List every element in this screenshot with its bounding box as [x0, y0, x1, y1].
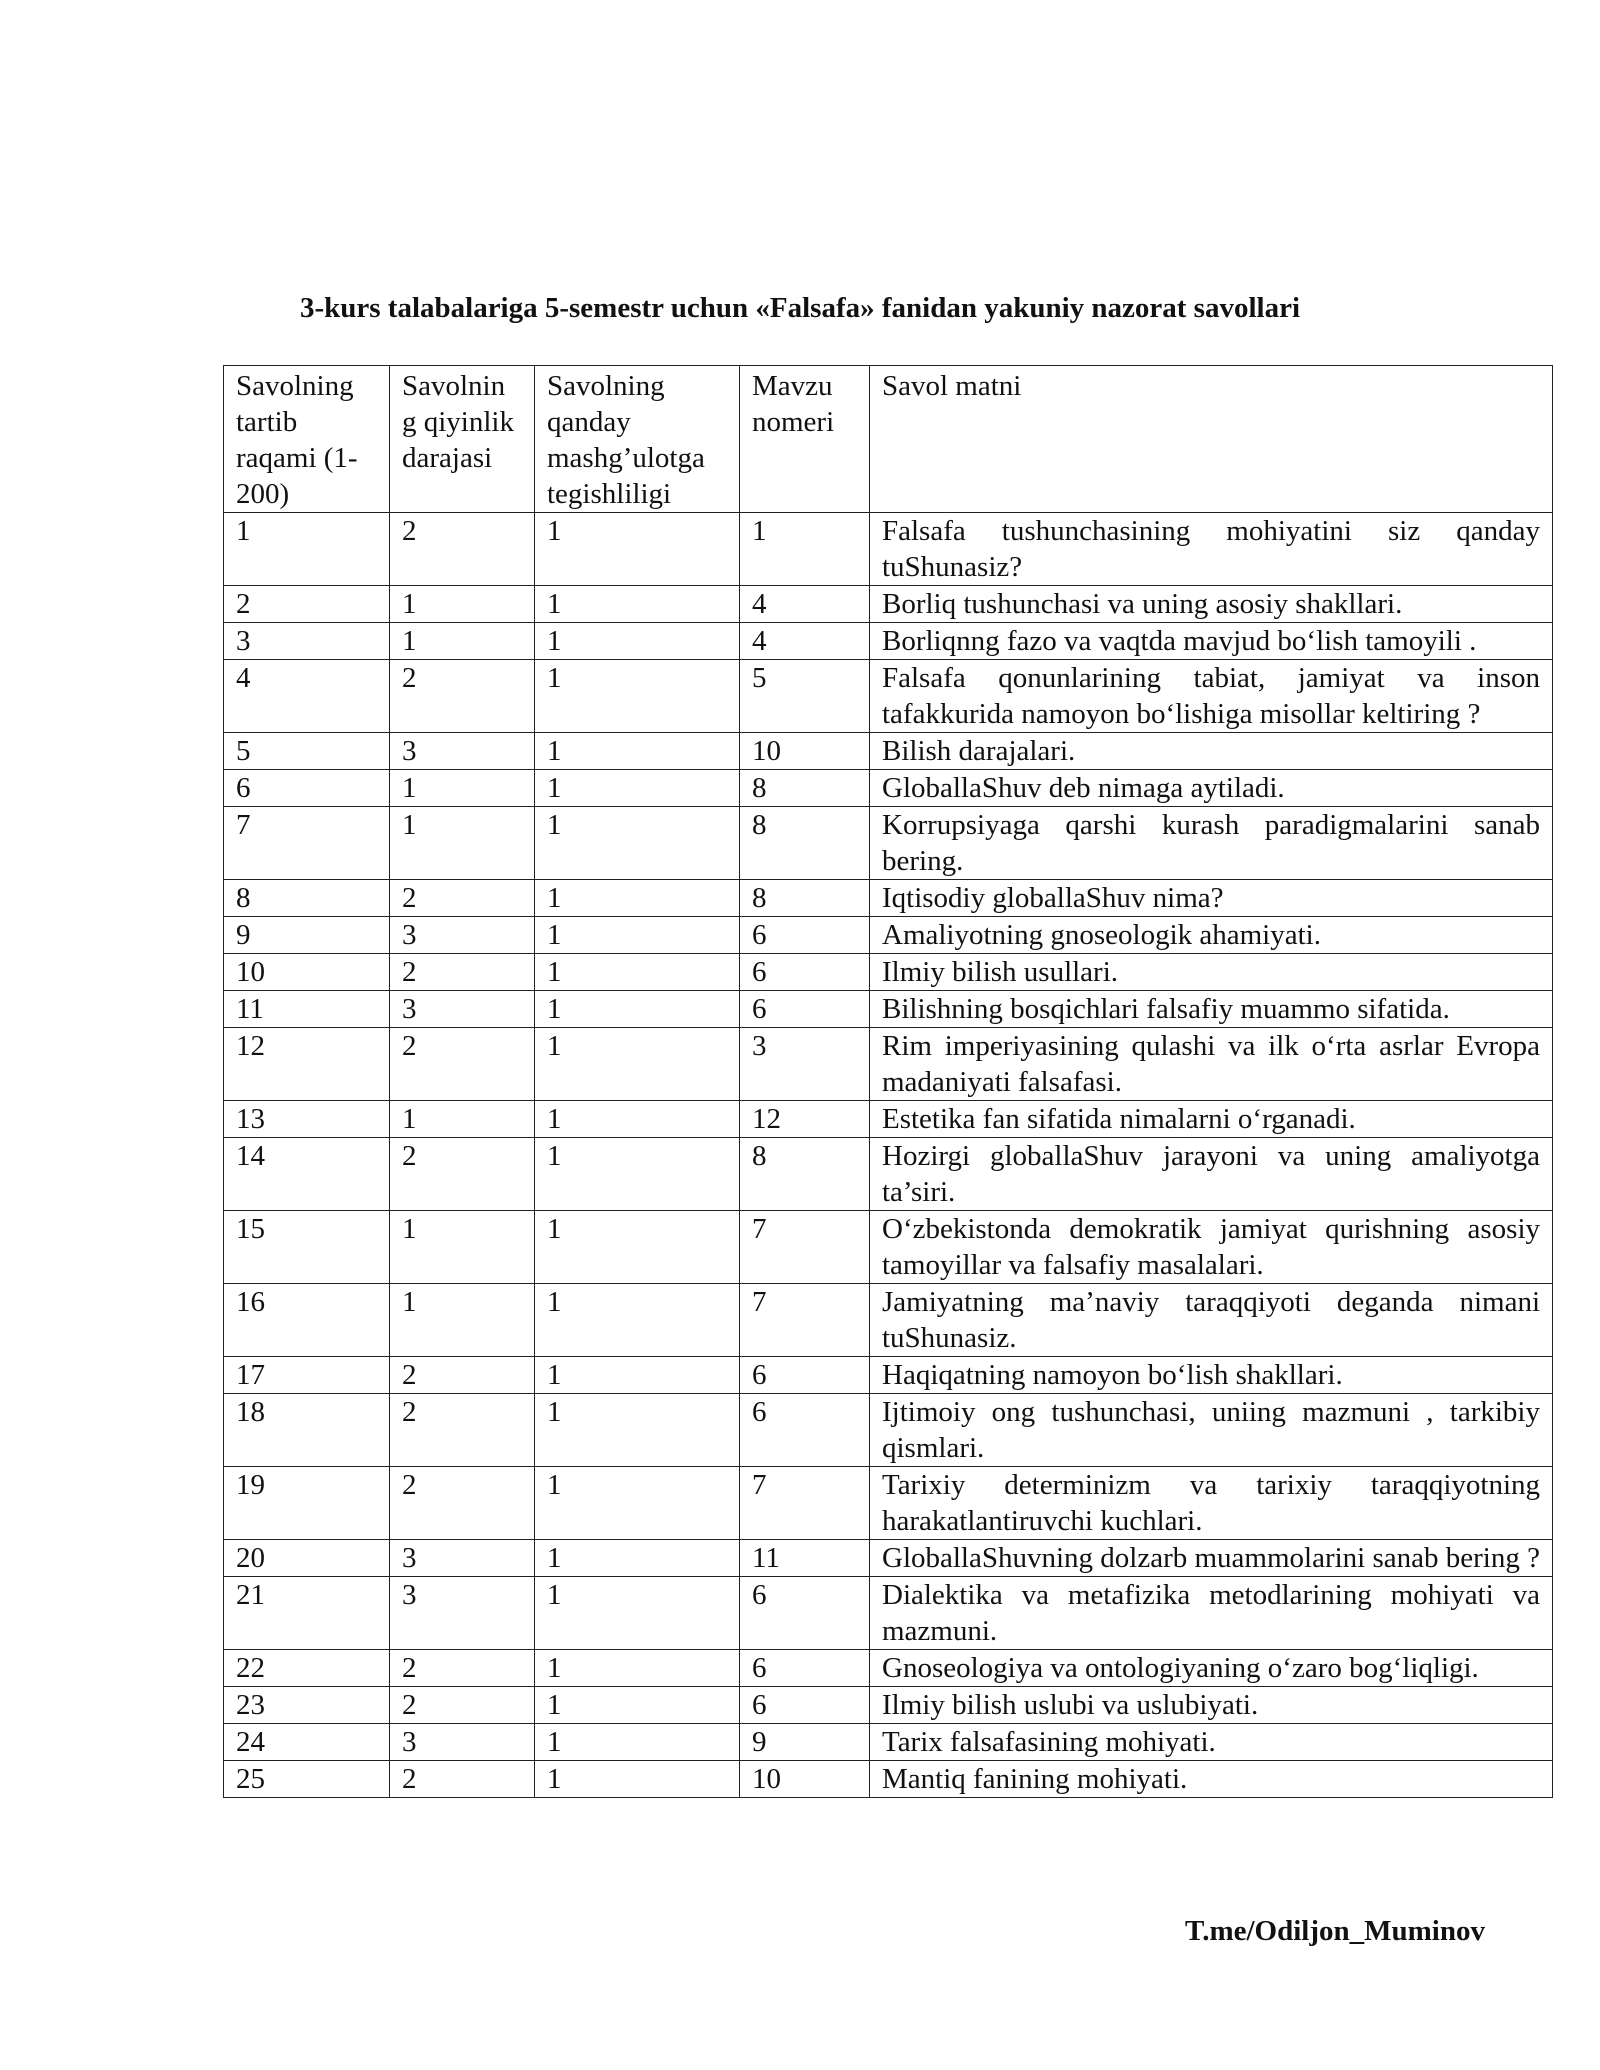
table-row: [224, 1687, 1553, 1724]
table-row: [224, 917, 1553, 954]
row-number-cell: 3: [224, 623, 390, 660]
table-row: [224, 880, 1553, 917]
session-type-cell: 1: [535, 733, 740, 770]
row-number-cell: 17: [224, 1357, 390, 1394]
session-type-cell: 1: [535, 954, 740, 991]
difficulty-cell: 3: [390, 991, 535, 1028]
difficulty-cell: 1: [390, 586, 535, 623]
table-row: [224, 991, 1553, 1028]
table-row: [224, 1650, 1553, 1687]
topic-number-cell: 6: [740, 1577, 870, 1650]
topic-number-cell: 6: [740, 1357, 870, 1394]
session-type-cell: 1: [535, 513, 740, 586]
row-number-cell: 25: [224, 1761, 390, 1798]
difficulty-cell: 2: [390, 1394, 535, 1467]
difficulty-cell: 2: [390, 1467, 535, 1540]
difficulty-cell: 2: [390, 1761, 535, 1798]
session-type-cell: 1: [535, 770, 740, 807]
topic-number-cell: 4: [740, 623, 870, 660]
session-type-cell: 1: [535, 1394, 740, 1467]
question-text-cell: Bilish darajalari.: [870, 733, 1553, 770]
topic-number-cell: 8: [740, 770, 870, 807]
question-text-cell: Borliqnng fazo va vaqtda mavjud bo‘lish tamoyili .: [870, 623, 1553, 660]
question-text-cell: Jamiyatning ma’naviy taraqqiyoti deganda nimani tuShunasiz.: [870, 1284, 1553, 1357]
difficulty-cell: 1: [390, 623, 535, 660]
session-type-cell: 1: [535, 1101, 740, 1138]
question-text-cell: Rim imperiyasining qulashi va ilk o‘rta asrlar Evropa madaniyati falsafasi.: [870, 1028, 1553, 1101]
difficulty-cell: 2: [390, 1138, 535, 1211]
session-type-cell: 1: [535, 1284, 740, 1357]
question-text-cell: Ilmiy bilish usullari.: [870, 954, 1553, 991]
difficulty-cell: 2: [390, 954, 535, 991]
difficulty-cell: 1: [390, 807, 535, 880]
session-type-cell: 1: [535, 991, 740, 1028]
table-row: [224, 1540, 1553, 1577]
difficulty-cell: 3: [390, 917, 535, 954]
table-row: [224, 1028, 1553, 1101]
question-text-cell: Dialektika va metafizika metodlarining mohiyati va mazmuni.: [870, 1577, 1553, 1650]
question-text-cell: Estetika fan sifatida nimalarni o‘rganadi.: [870, 1101, 1553, 1138]
question-text-cell: Korrupsiyaga qarshi kurash paradigmalarini sanab bering.: [870, 807, 1553, 880]
row-number-cell: 19: [224, 1467, 390, 1540]
row-number-cell: 13: [224, 1101, 390, 1138]
topic-number-cell: 4: [740, 586, 870, 623]
row-number-cell: 11: [224, 991, 390, 1028]
difficulty-cell: 3: [390, 733, 535, 770]
topic-number-cell: 9: [740, 1724, 870, 1761]
topic-number-cell: 8: [740, 807, 870, 880]
row-number-cell: 24: [224, 1724, 390, 1761]
difficulty-cell: 2: [390, 880, 535, 917]
session-type-cell: 1: [535, 917, 740, 954]
row-number-cell: 10: [224, 954, 390, 991]
header-difficulty: Savolnin g qiyinlik darajasi: [390, 366, 535, 513]
session-type-cell: 1: [535, 880, 740, 917]
difficulty-cell: 1: [390, 770, 535, 807]
topic-number-cell: 7: [740, 1284, 870, 1357]
question-text-cell: Iqtisodiy globallaShuv nima?: [870, 880, 1553, 917]
difficulty-cell: 1: [390, 1284, 535, 1357]
table-row: [224, 1357, 1553, 1394]
question-text-cell: Amaliyotning gnoseologik ahamiyati.: [870, 917, 1553, 954]
session-type-cell: 1: [535, 586, 740, 623]
topic-number-cell: 10: [740, 1761, 870, 1798]
row-number-cell: 1: [224, 513, 390, 586]
table-row: [224, 1467, 1553, 1540]
session-type-cell: 1: [535, 807, 740, 880]
topic-number-cell: 1: [740, 513, 870, 586]
topic-number-cell: 8: [740, 880, 870, 917]
session-type-cell: 1: [535, 623, 740, 660]
table-row: [224, 1138, 1553, 1211]
topic-number-cell: 6: [740, 1394, 870, 1467]
row-number-cell: 15: [224, 1211, 390, 1284]
header-order-number: Savolning tartib raqami (1-200): [224, 366, 390, 513]
table-row: [224, 733, 1553, 770]
row-number-cell: 4: [224, 660, 390, 733]
question-text-cell: Falsafa tushunchasining mohiyatini siz qanday tuShunasiz?: [870, 513, 1553, 586]
topic-number-cell: 5: [740, 660, 870, 733]
table-header-row: [224, 366, 1553, 513]
session-type-cell: 1: [535, 1138, 740, 1211]
row-number-cell: 6: [224, 770, 390, 807]
table-row: [224, 1211, 1553, 1284]
table-row: [224, 770, 1553, 807]
question-text-cell: Borliq tushunchasi va uning asosiy shakllari.: [870, 586, 1553, 623]
row-number-cell: 22: [224, 1650, 390, 1687]
question-text-cell: Haqiqatning namoyon bo‘lish shakllari.: [870, 1357, 1553, 1394]
difficulty-cell: 1: [390, 1101, 535, 1138]
difficulty-cell: 1: [390, 1211, 535, 1284]
header-question-text: Savol matni: [870, 366, 1553, 513]
row-number-cell: 16: [224, 1284, 390, 1357]
question-text-cell: Gnoseologiya va ontologiyaning o‘zaro bog‘liqligi.: [870, 1650, 1553, 1687]
table-body: [224, 513, 1553, 1798]
difficulty-cell: 3: [390, 1577, 535, 1650]
row-number-cell: 12: [224, 1028, 390, 1101]
session-type-cell: 1: [535, 1687, 740, 1724]
table-row: [224, 623, 1553, 660]
table-row: [224, 586, 1553, 623]
table-row: [224, 954, 1553, 991]
topic-number-cell: 6: [740, 1687, 870, 1724]
row-number-cell: 7: [224, 807, 390, 880]
difficulty-cell: 2: [390, 1650, 535, 1687]
session-type-cell: 1: [535, 1724, 740, 1761]
session-type-cell: 1: [535, 1761, 740, 1798]
topic-number-cell: 6: [740, 917, 870, 954]
document-title: 3-kurs talabalariga 5-semestr uchun «Falsafa» fanidan yakuniy nazorat savollari: [299, 292, 1301, 324]
table-row: [224, 1101, 1553, 1138]
table-row: [224, 1284, 1553, 1357]
topic-number-cell: 11: [740, 1540, 870, 1577]
difficulty-cell: 3: [390, 1724, 535, 1761]
row-number-cell: 18: [224, 1394, 390, 1467]
table-row: [224, 1724, 1553, 1761]
row-number-cell: 2: [224, 586, 390, 623]
difficulty-cell: 3: [390, 1540, 535, 1577]
table-row: [224, 660, 1553, 733]
table-row: [224, 807, 1553, 880]
question-text-cell: Ijtimoiy ong tushunchasi, uniing mazmuni , tarkibiy qismlari.: [870, 1394, 1553, 1467]
question-text-cell: Mantiq fanining mohiyati.: [870, 1761, 1553, 1798]
row-number-cell: 21: [224, 1577, 390, 1650]
topic-number-cell: 7: [740, 1467, 870, 1540]
row-number-cell: 8: [224, 880, 390, 917]
question-text-cell: GloballaShuv deb nimaga aytiladi.: [870, 770, 1553, 807]
row-number-cell: 23: [224, 1687, 390, 1724]
header-topic-number: Mavzu nomeri: [740, 366, 870, 513]
table-row: [224, 1394, 1553, 1467]
question-text-cell: Falsafa qonunlarining tabiat, jamiyat va inson tafakkurida namoyon bo‘lishiga misollar keltiring ?: [870, 660, 1553, 733]
difficulty-cell: 2: [390, 1028, 535, 1101]
session-type-cell: 1: [535, 1357, 740, 1394]
question-text-cell: GloballaShuvning dolzarb muammolarini sanab bering ?: [870, 1540, 1553, 1577]
topic-number-cell: 6: [740, 991, 870, 1028]
row-number-cell: 20: [224, 1540, 390, 1577]
row-number-cell: 14: [224, 1138, 390, 1211]
question-text-cell: Tarixiy determinizm va tarixiy taraqqiyotning harakatlantiruvchi kuchlari.: [870, 1467, 1553, 1540]
topic-number-cell: 12: [740, 1101, 870, 1138]
session-type-cell: 1: [535, 660, 740, 733]
topic-number-cell: 8: [740, 1138, 870, 1211]
table-row: [224, 1577, 1553, 1650]
row-number-cell: 9: [224, 917, 390, 954]
difficulty-cell: 2: [390, 660, 535, 733]
session-type-cell: 1: [535, 1028, 740, 1101]
table-row: [224, 1761, 1553, 1798]
topic-number-cell: 10: [740, 733, 870, 770]
topic-number-cell: 3: [740, 1028, 870, 1101]
questions-table: [223, 365, 1553, 1798]
difficulty-cell: 2: [390, 1687, 535, 1724]
topic-number-cell: 7: [740, 1211, 870, 1284]
question-text-cell: O‘zbekistonda demokratik jamiyat qurishning asosiy tamoyillar va falsafiy masalalari.: [870, 1211, 1553, 1284]
question-text-cell: Tarix falsafasining mohiyati.: [870, 1724, 1553, 1761]
session-type-cell: 1: [535, 1211, 740, 1284]
header-session-type: Savolning qanday mashg’ulotga tegishliligi: [535, 366, 740, 513]
table-row: [224, 513, 1553, 586]
session-type-cell: 1: [535, 1650, 740, 1687]
topic-number-cell: 6: [740, 1650, 870, 1687]
question-text-cell: Ilmiy bilish uslubi va uslubiyati.: [870, 1687, 1553, 1724]
session-type-cell: 1: [535, 1540, 740, 1577]
session-type-cell: 1: [535, 1577, 740, 1650]
difficulty-cell: 2: [390, 513, 535, 586]
question-text-cell: Bilishning bosqichlari falsafiy muammo sifatida.: [870, 991, 1553, 1028]
row-number-cell: 5: [224, 733, 390, 770]
footer-link-text: T.me/Odiljon_Muminov: [1185, 1915, 1485, 1947]
session-type-cell: 1: [535, 1467, 740, 1540]
topic-number-cell: 6: [740, 954, 870, 991]
difficulty-cell: 2: [390, 1357, 535, 1394]
question-text-cell: Hozirgi globallaShuv jarayoni va uning amaliyotga ta’siri.: [870, 1138, 1553, 1211]
